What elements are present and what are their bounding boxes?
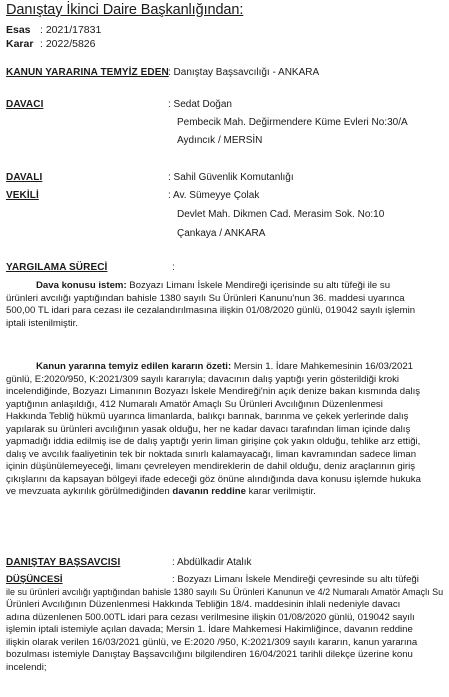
dusunce-line: ile su ürünleri avcılığı yaptığından bahisle 1380 sayılı Su Ürünleri Kanunun ve 4/2 Numaralı Amatör Amaçlı Su bbox=[6, 586, 444, 598]
karar-line: çıkışlarını da kapsayan bölgeyi ifade edeceği göz önüne alındığında dava konusu işlemde hukuka bbox=[6, 473, 421, 485]
temyiz-value: : Danıştay Başsavcılığı - ANKARA bbox=[168, 67, 320, 78]
dava-konusu-lead: Dava konusu istem: bbox=[36, 280, 127, 291]
dava-line: ürünleri avcılığı yaptığından bahisle 1380 sayılı Su Ürünleri Kanunu'nun 36. maddesi uyarınca bbox=[6, 292, 405, 304]
dusunce-line: bozulması istemiyle Danıştay Başsavcılığını bilgilendiren 16/04/2021 tarihli dilekçe üzerine konu bbox=[6, 649, 413, 660]
dusunce-line: Ürünleri Avcılığının Düzenlenmesi Hakkında Tebliğin 18/4. maddesinin ihlali nedeniyle davacı bbox=[6, 599, 401, 610]
temyiz-label: KANUN YARARINA TEMYİZ EDEN bbox=[6, 67, 169, 78]
vekili-label: VEKİLİ bbox=[6, 190, 39, 201]
karar-value: : 2022/5826 bbox=[40, 38, 96, 50]
dava-line: 500,00 TL idari para cezası ile cezalandırılmasına ilişkin 01/08/2020 günlü, 019042 sayılı işlemin bbox=[6, 305, 416, 316]
karar-line: Mersin 1. İdare Mahkemesinin 16/03/2021 bbox=[231, 361, 413, 372]
dusunce-paragraph bbox=[6, 574, 443, 674]
karar-last-post: karar verilmiştir. bbox=[245, 486, 316, 497]
yargilama-heading: YARGILAMA SÜRECİ bbox=[6, 262, 108, 273]
dusunce-line: ilişkin olarak verilen 16/03/2021 günlü, ve E:2020 /950, K:2021/309 sayılı kararın, kanun yararına bbox=[6, 636, 418, 648]
karar-row bbox=[6, 38, 95, 50]
esas-row bbox=[6, 24, 101, 36]
davaci-address-line-2: Aydıncık / MERSİN bbox=[177, 135, 263, 146]
davaci-name: : Sedat Doğan bbox=[168, 99, 232, 110]
dusunce-line: adına düzenlenen 500.00TL idari para cezası verilmesine ilişkin 01/08/2020 günlü, 019042 sayılı bbox=[6, 611, 415, 623]
vekili-address-line-2: Çankaya / ANKARA bbox=[177, 228, 266, 239]
davali-label: DAVALI bbox=[6, 172, 43, 183]
karar-label: Karar bbox=[6, 38, 34, 50]
dava-line: Bozyazı Limanı İskele Mendireği içerisinde su altı tüfeği ile su bbox=[126, 280, 391, 291]
karar-last-pre: ve mevzuata aykırılık görülmediğinden bbox=[6, 486, 173, 497]
esas-label: Esas bbox=[6, 24, 31, 36]
karar-ozeti-paragraph bbox=[6, 361, 443, 499]
karar-line: dalış ve avcılık faaliyetinin tek bir noktada sınırlı kalamayacağı, liman kavramından sadece liman bbox=[6, 448, 417, 460]
dusunce-line: incelendi; bbox=[6, 661, 47, 673]
bassavci-name: : Abdülkadir Atalık bbox=[172, 557, 252, 568]
davaci-label: DAVACI bbox=[6, 99, 44, 110]
karar-line: yaptığının anlaşıldığı, 412 Numaralı Amatör Amaçlı Su Ürünleri Avcılığının Düzenlenmesi bbox=[6, 398, 383, 410]
dusunce-line: : Bozyazı Limanı İskele Mendireği çevresinde su altı tüfeği bbox=[172, 574, 419, 585]
karar-line: yapılarak su ürünleri avcılığının yasak olduğu, her ne kadar davacı tarafından liman içinde dalış bbox=[6, 423, 411, 435]
bassavci-label: DANIŞTAY BAŞSAVCISI bbox=[6, 557, 121, 568]
karar-line: yapmadığı iddia edilmiş ise de dalış yaptığı yerin liman girişine çok yakın olduğu, tehlike arz ettiği, bbox=[6, 436, 421, 447]
esas-value: : 2021/17831 bbox=[40, 24, 102, 36]
dava-line: iptali istenilmiştir. bbox=[6, 317, 78, 329]
davali-value: : Sahil Güvenlik Komutanlığı bbox=[168, 172, 294, 183]
vekili-name: : Av. Sümeyye Çolak bbox=[168, 190, 260, 201]
karar-line: içinin düşünülemeyeceği, limanı çevreleyen mendireklerin de dahil olduğu, deniz araçlarının giriş bbox=[6, 461, 416, 472]
vekili-address-line-1: Devlet Mah. Dikmen Cad. Merasim Sok. No:10 bbox=[177, 209, 385, 220]
karar-line: incelendiğinde, Bozyazı Limanının Bozyazı İskele Mendireği'nin açık denize bakan kısmında dalış bbox=[6, 386, 421, 397]
dusunce-label: DÜŞÜNCESİ bbox=[6, 574, 63, 585]
karar-line: günlü, E:2020/950, K:2021/309 sayılı kararıyla; davacının dalış yaptığı yerin gösterildiği kroki bbox=[6, 373, 400, 385]
dava-konusu-paragraph bbox=[6, 280, 443, 330]
karar-last-bold: davanın reddine bbox=[172, 486, 246, 497]
dusunce-line: işlemin iptali istemiyle açılan davada; Mersin 1. İdare Mahkemesi Hakimliğince, davanın reddine bbox=[6, 624, 413, 635]
karar-line: Hakkında Tebliğ hükmü uyarınca limanlarda, balıkçı barınak, barınma ve çekek yerlerinde dalış bbox=[6, 411, 409, 422]
davaci-address-line-1: Pembecik Mah. Değirmendere Küme Evleri No:30/A bbox=[177, 117, 408, 128]
yargilama-heading-colon: : bbox=[172, 262, 175, 273]
document-title: Danıştay İkinci Daire Başkanlığından: bbox=[6, 2, 244, 18]
karar-ozeti-lead: Kanun yararına temyiz edilen kararın özeti: bbox=[36, 361, 232, 372]
